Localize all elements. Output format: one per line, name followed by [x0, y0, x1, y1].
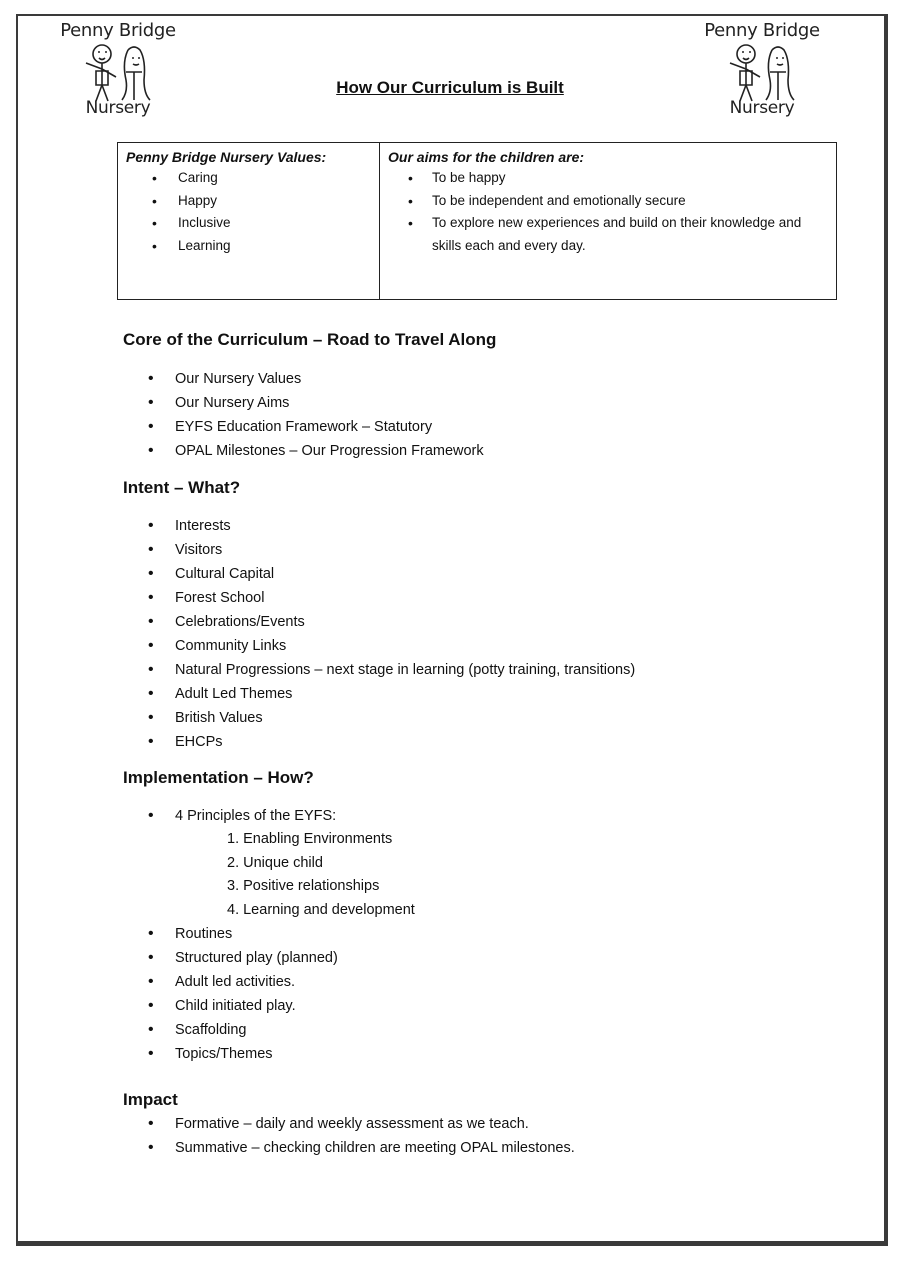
core-item: • EYFS Education Framework – Statutory: [148, 415, 484, 439]
page-title: How Our Curriculum is Built: [336, 78, 564, 97]
intent-heading: Intent – What?: [123, 478, 241, 497]
values-aims-table: [117, 142, 837, 300]
aims-list: [388, 167, 828, 257]
principle-item: 3. Positive relationships: [227, 878, 380, 894]
principle-item: 1. Enabling Environments: [227, 831, 393, 847]
implementation-item: • Topics/Themes: [148, 1042, 415, 1066]
intent-item: • British Values: [148, 706, 635, 730]
implementation-item: • Routines: [148, 922, 415, 946]
principle-item: 2. Unique child: [227, 854, 323, 871]
implementation-item: • Scaffolding: [148, 1018, 415, 1042]
values-heading: Penny Bridge Nursery Values:: [126, 149, 327, 165]
impact-item: • Formative – daily and weekly assessment as we teach.: [148, 1112, 575, 1136]
intent-item: • EHCPs: [148, 730, 635, 754]
logo-text-line1: Penny Bridge: [60, 20, 176, 41]
principle-item: 4. Learning and development: [227, 901, 415, 918]
impact-list: [148, 1112, 575, 1160]
values-cell: [118, 143, 380, 300]
implementation-list: [148, 804, 415, 1066]
impact-heading: Impact: [123, 1090, 178, 1109]
intent-item: • Interests: [148, 514, 635, 538]
implementation-item: • Child initiated play.: [148, 994, 415, 1018]
core-heading: Core of the Curriculum – Road to Travel Along: [123, 330, 497, 349]
logo-text-line2: Nursery: [85, 98, 151, 118]
nursery-logo: [58, 16, 178, 116]
core-item: • OPAL Milestones – Our Progression Framework: [148, 439, 484, 463]
core-item: • Our Nursery Values: [148, 367, 484, 391]
aim-item: • To be independent and emotionally secure: [388, 190, 828, 213]
logo-text-line1: Penny Bridge: [704, 20, 820, 41]
impact-item: • Summative – checking children are meeting OPAL milestones.: [148, 1136, 575, 1160]
intent-list: [148, 514, 635, 754]
implementation-heading: Implementation – How?: [123, 768, 314, 787]
aims-cell: [380, 143, 837, 300]
core-list: [148, 367, 484, 463]
principles-item: [148, 804, 415, 922]
core-item: • Our Nursery Aims: [148, 391, 484, 415]
value-item: • Learning: [126, 235, 371, 258]
intent-item: • Forest School: [148, 586, 635, 610]
value-item: • Caring: [126, 167, 371, 190]
principles-list: [175, 828, 415, 922]
intent-item: • Natural Progressions – next stage in learning (potty training, transitions): [148, 658, 635, 682]
intent-item: • Cultural Capital: [148, 562, 635, 586]
value-item: • Happy: [126, 190, 371, 213]
intent-item: • Community Links: [148, 634, 635, 658]
nursery-logo: [702, 16, 822, 116]
logo-text-line2: Nursery: [729, 98, 795, 118]
principles-label: 4 Principles of the EYFS:: [175, 808, 337, 824]
aim-item: • To explore new experiences and build on their knowledge and skills each and every day.: [388, 212, 828, 257]
intent-item: • Celebrations/Events: [148, 610, 635, 634]
implementation-item: • Adult led activities.: [148, 970, 415, 994]
implementation-item: • Structured play (planned): [148, 946, 415, 970]
intent-item: • Visitors: [148, 538, 635, 562]
values-list: [126, 167, 371, 257]
intent-item: • Adult Led Themes: [148, 682, 635, 706]
value-item: • Inclusive: [126, 212, 371, 235]
aims-heading: Our aims for the children are:: [388, 149, 585, 165]
aim-item: • To be happy: [388, 167, 828, 190]
